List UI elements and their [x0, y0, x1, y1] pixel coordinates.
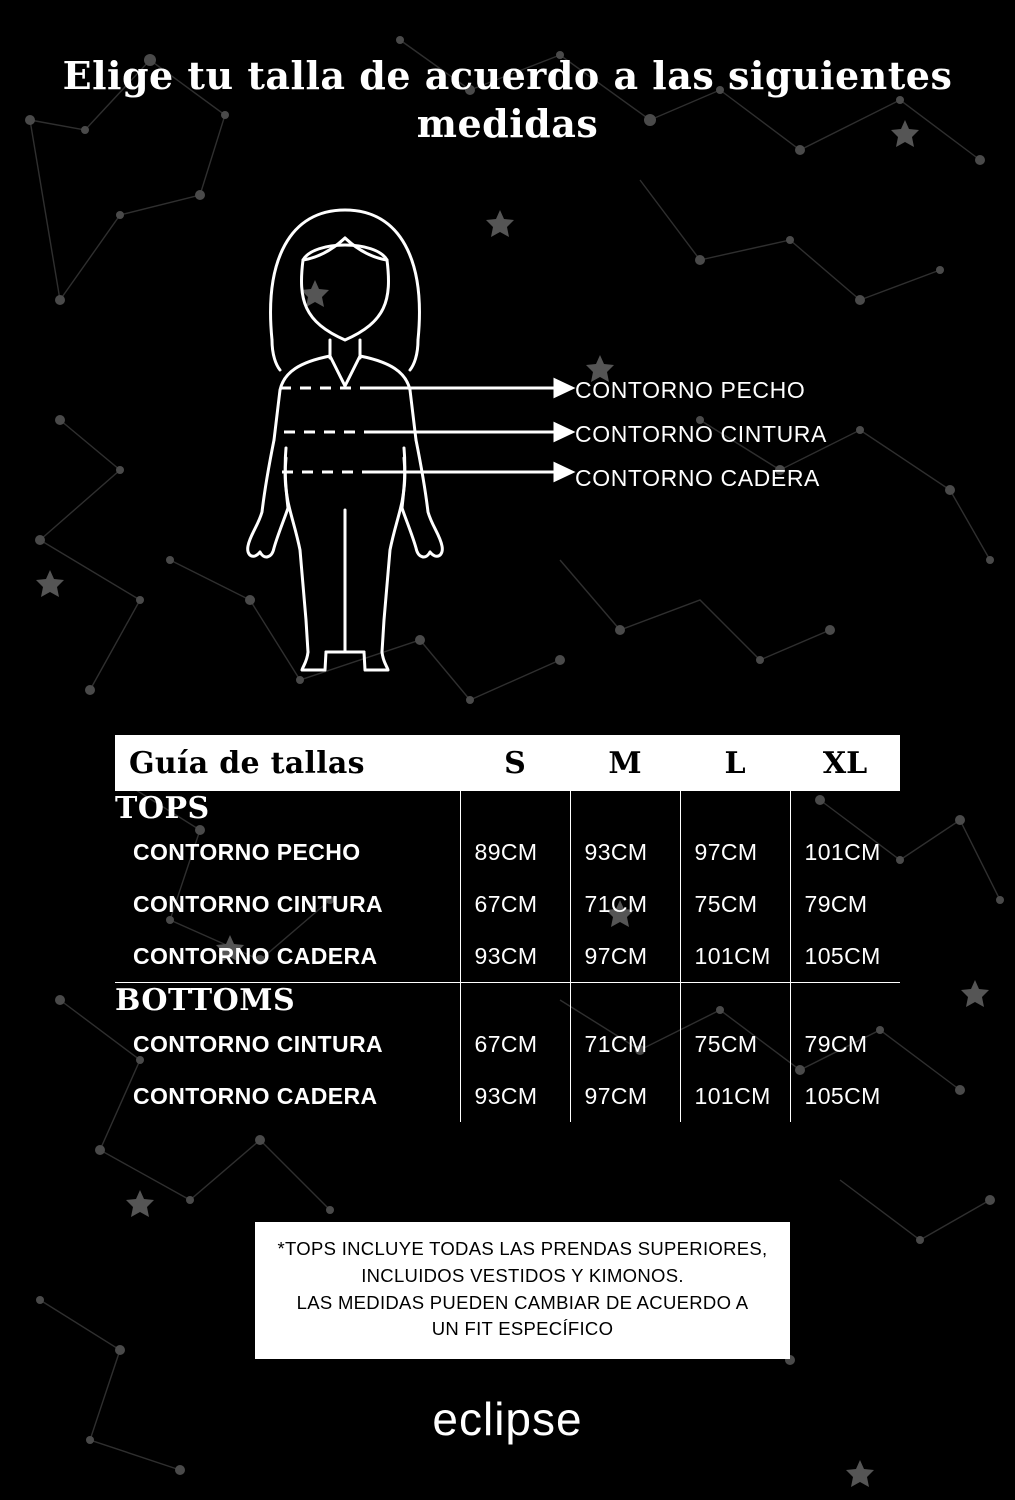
cell-bottoms-cintura-m: 71CM [570, 1018, 680, 1070]
table-row [115, 1070, 900, 1122]
cell-tops-cadera-xl: 105CM [790, 930, 900, 982]
table-row [115, 878, 900, 930]
size-guide-table [115, 735, 900, 1122]
cell-bottoms-cadera-xl: 105CM [790, 1070, 900, 1122]
table-header-row [115, 735, 900, 791]
cell-bottoms-cadera-l: 101CM [680, 1070, 790, 1122]
callout-label-list [575, 368, 995, 500]
page-title: Elige tu talla de acuerdo a las siguientes medidas [62, 53, 953, 146]
footnote-box [255, 1222, 790, 1359]
callout-label-cadera: CONTORNO CADERA [575, 465, 820, 491]
cell-tops-cadera-s: 93CM [460, 930, 570, 982]
footnote-line-3: LAS MEDIDAS PUEDEN CAMBIAR DE ACUERDO A [296, 1291, 749, 1313]
cell-tops-cintura-l: 75CM [680, 878, 790, 930]
table-row [115, 930, 900, 982]
cell-bottoms-cintura-s: 67CM [460, 1018, 570, 1070]
table-header-size-m: M [608, 745, 642, 781]
callout-label-cintura: CONTORNO CINTURA [575, 421, 827, 447]
row-label-tops-cintura: CONTORNO CINTURA [133, 890, 384, 917]
cell-tops-cadera-l: 101CM [680, 930, 790, 982]
table-header-size-xl: XL [822, 745, 868, 781]
cell-tops-pecho-s: 89CM [460, 826, 570, 878]
cell-bottoms-cintura-l: 75CM [680, 1018, 790, 1070]
table-header-size-s: S [504, 745, 526, 781]
row-label-tops-pecho: CONTORNO PECHO [133, 838, 361, 865]
footnote-line-1: *TOPS INCLUYE TODAS LAS PRENDAS SUPERIORES, [277, 1238, 768, 1259]
row-label-bottoms-cadera: CONTORNO CADERA [133, 1082, 378, 1109]
table-row [115, 826, 900, 878]
footnote-line-4: UN FIT ESPECÍFICO [431, 1318, 614, 1340]
table-header-title: Guía de tallas [129, 745, 365, 781]
cell-tops-pecho-xl: 101CM [790, 826, 900, 878]
section-title-bottoms: BOTTOMS [115, 983, 296, 1018]
cell-tops-cintura-s: 67CM [460, 878, 570, 930]
cell-tops-cadera-m: 97CM [570, 930, 680, 982]
section-title-tops: TOPS [115, 791, 210, 826]
row-label-bottoms-cintura: CONTORNO CINTURA [133, 1030, 384, 1057]
section-row-tops [115, 791, 900, 826]
table-row [115, 1018, 900, 1070]
footnote-line-2: INCLUIDOS VESTIDOS Y KIMONOS. [361, 1264, 684, 1286]
cell-bottoms-cadera-m: 97CM [570, 1070, 680, 1122]
cell-tops-cintura-m: 71CM [570, 878, 680, 930]
callout-label-pecho: CONTORNO PECHO [575, 377, 806, 403]
cell-tops-cintura-xl: 79CM [790, 878, 900, 930]
cell-tops-pecho-l: 97CM [680, 826, 790, 878]
row-label-tops-cadera: CONTORNO CADERA [133, 942, 378, 969]
section-row-bottoms [115, 983, 900, 1018]
cell-bottoms-cintura-xl: 79CM [790, 1018, 900, 1070]
brand-logo: eclipse [432, 1393, 583, 1445]
callout-arrows [180, 190, 580, 510]
table-header-size-l: L [724, 745, 746, 781]
cell-tops-pecho-m: 93CM [570, 826, 680, 878]
cell-bottoms-cadera-s: 93CM [460, 1070, 570, 1122]
